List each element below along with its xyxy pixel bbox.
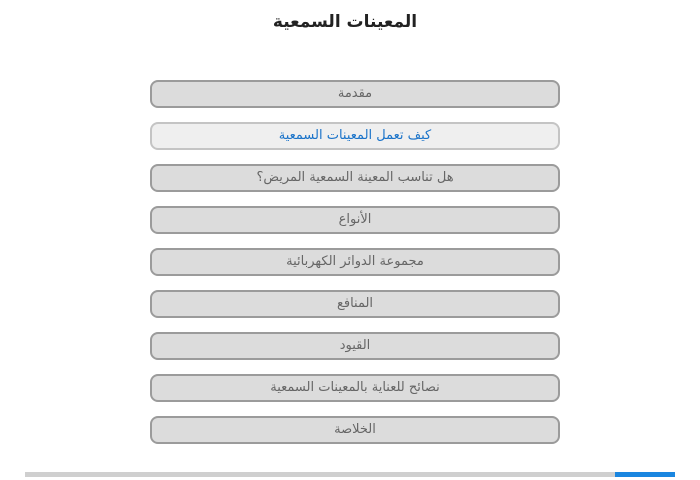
menu-item-care-tips[interactable]: نصائح للعناية بالمعينات السمعية: [150, 374, 560, 402]
menu-item-benefits[interactable]: المنافع: [150, 290, 560, 318]
page-title: المعينات السمعية: [272, 12, 418, 32]
menu-item-summary[interactable]: الخلاصة: [150, 416, 560, 444]
menu-item-is-it-suitable[interactable]: هل تناسب المعينة السمعية المريض؟: [150, 164, 560, 192]
progress-bar-fill: [615, 472, 675, 477]
menu-item-limitations[interactable]: القيود: [150, 332, 560, 360]
menu-item-introduction[interactable]: مقدمة: [150, 80, 560, 108]
menu-item-circuitry[interactable]: مجموعة الدوائر الكهربائية: [150, 248, 560, 276]
menu-item-how-hearing-aids-work[interactable]: كيف تعمل المعينات السمعية: [150, 122, 560, 150]
progress-bar: [25, 472, 675, 477]
menu-item-types[interactable]: الأنواع: [150, 206, 560, 234]
topic-menu: [150, 80, 560, 458]
